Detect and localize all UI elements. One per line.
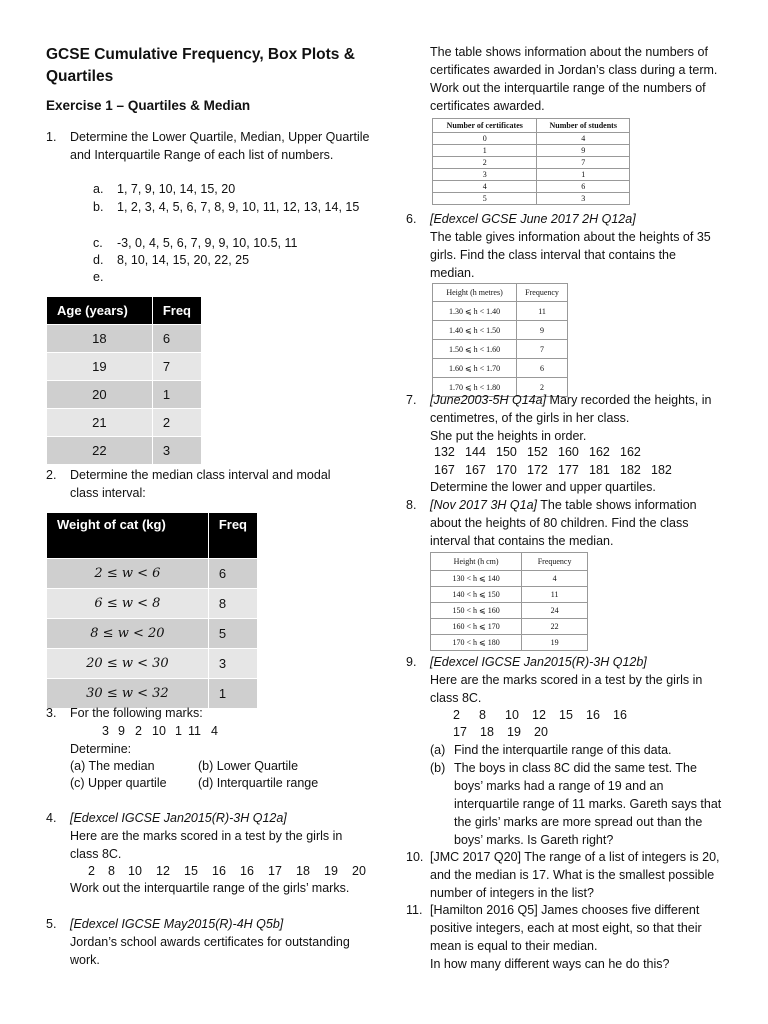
question-text: Mary recorded the heights, in centimetres, of the girls in her class. xyxy=(430,393,712,425)
table-cell: 1.30 ⩽ h < 1.40 xyxy=(433,302,517,321)
mark-value: 10 xyxy=(505,708,519,722)
table-row xyxy=(47,409,202,437)
question-reference: [Edexcel GCSE June 2017 2H Q12a] xyxy=(430,212,636,226)
question-reference: [Edexcel IGCSE Jan2015(R)-3H Q12a] xyxy=(70,811,287,825)
table-row xyxy=(433,145,630,157)
question-number: 3. xyxy=(46,706,57,720)
girls-heights-table xyxy=(432,283,568,397)
part-label: d. xyxy=(93,253,104,267)
question-text: Here are the marks scored in a test by the girls in class 8C. xyxy=(430,673,703,705)
mark-value: 4 xyxy=(211,724,218,738)
mark-value: 19 xyxy=(507,725,521,739)
mark-value: 10 xyxy=(152,724,166,738)
column-header: Frequency xyxy=(522,553,588,571)
part-text: 1, 7, 9, 10, 14, 15, 20 xyxy=(117,182,236,196)
table-cell: 1 xyxy=(152,381,201,409)
table-row xyxy=(431,619,588,635)
height-value: 182 xyxy=(620,463,641,477)
mark-value: 20 xyxy=(534,725,548,739)
table-row xyxy=(433,133,630,145)
exercise-heading: Exercise 1 – Quartiles & Median xyxy=(46,98,251,113)
mark-value: 16 xyxy=(212,864,226,878)
table-cell: 11 xyxy=(522,587,588,603)
question-text: Determine the Lower Quartile, Median, Upper Quartile and Interquartile Range of each list of numbers. xyxy=(70,130,370,162)
part-label: e. xyxy=(93,270,104,284)
table-cell: 21 xyxy=(47,409,153,437)
table-cell: 2 xyxy=(517,378,568,397)
table-cell: 7 xyxy=(537,157,630,169)
table-cell: 8 xyxy=(208,589,257,619)
column-header: Number of certificates xyxy=(433,119,537,133)
table-row xyxy=(431,635,588,651)
table-cell: 22 xyxy=(522,619,588,635)
question-text: [JMC 2017 Q20] The range of a list of integers is 20, and the median is 17. What is the smallest possible number of integers in the list? xyxy=(430,850,720,900)
table-cell: 6 xyxy=(208,559,257,589)
part-label: b. xyxy=(93,200,104,214)
table-cell: 3 xyxy=(208,649,257,679)
table-cell: 3 xyxy=(433,169,537,181)
table-cell: 22 xyxy=(47,437,153,465)
table-row xyxy=(433,169,630,181)
mark-value: 8 xyxy=(479,708,486,722)
table-row xyxy=(47,325,202,353)
mark-value: 12 xyxy=(532,708,546,722)
table-cell: 6 xyxy=(537,181,630,193)
table-cell: 4 xyxy=(433,181,537,193)
part-text: 8, 10, 14, 15, 20, 22, 25 xyxy=(117,253,250,267)
part-text: The boys in class 8C did the same test. The boys’ marks had a range of 19 and an interquartile range of 11 marks. Gareth says that the girls’ marks are more spread out than the boys’ marks. Is Gareth right? xyxy=(454,761,722,847)
mark-value: 3 xyxy=(102,724,109,738)
q7-tail: Determine the lower and upper quartiles. xyxy=(430,480,656,494)
height-value: 144 xyxy=(465,445,486,459)
column-header: Freq xyxy=(208,513,257,559)
table-cell: 1 xyxy=(208,679,257,709)
mark-value: 16 xyxy=(240,864,254,878)
q4-tail: Work out the interquartile range of the girls’ marks. xyxy=(70,881,350,895)
question-reference: [June2003-5H Q14a] xyxy=(430,393,547,407)
mark-value: 17 xyxy=(453,725,467,739)
question-number: 2. xyxy=(46,468,57,482)
question-text-2: She put the heights in order. xyxy=(430,429,587,443)
column-header: Freq xyxy=(152,297,201,325)
table-cell: 3 xyxy=(537,193,630,205)
table-cell: 3 xyxy=(152,437,201,465)
table-cell: 170 < h ⩽ 180 xyxy=(431,635,522,651)
part-label: (b) xyxy=(430,761,446,775)
q3-option-b: (b) Lower Quartile xyxy=(198,759,299,773)
table-cell: 19 xyxy=(47,353,153,381)
table-row xyxy=(433,359,568,378)
column-header: Age (years) xyxy=(47,297,153,325)
table-cell: 6 xyxy=(152,325,201,353)
table-cell: 4 xyxy=(522,571,588,587)
question-reference: [Edexcel IGCSE May2015(R)-4H Q5b] xyxy=(70,917,284,931)
table-cell: 1 xyxy=(537,169,630,181)
part-text: Find the interquartile range of this data. xyxy=(454,743,672,757)
q7-heights-row-1 xyxy=(434,443,724,461)
mark-value: 17 xyxy=(268,864,282,878)
q3-option-d: (d) Interquartile range xyxy=(198,776,319,790)
q9-marks-row-1 xyxy=(453,706,713,724)
height-value: 172 xyxy=(527,463,548,477)
part-text: 1, 2, 3, 4, 5, 6, 7, 8, 9, 10, 11, 12, 13, 14, 15 xyxy=(117,200,360,214)
table-cell: 160 < h ⩽ 170 xyxy=(431,619,522,635)
mark-value: 2 xyxy=(88,864,95,878)
mark-value: 2 xyxy=(135,724,142,738)
mark-value: 18 xyxy=(480,725,494,739)
table-cell: 5 xyxy=(208,619,257,649)
table-cell: 11 xyxy=(517,302,568,321)
mark-value: 10 xyxy=(128,864,142,878)
mark-value: 16 xyxy=(586,708,600,722)
height-value: 150 xyxy=(496,445,517,459)
table-cell: 4 xyxy=(537,133,630,145)
column-header: Number of students xyxy=(537,119,630,133)
column-header: Height (h metres) xyxy=(433,284,517,302)
table-cell: 5 xyxy=(433,193,537,205)
table-cell: 19 xyxy=(522,635,588,651)
table-row xyxy=(47,619,258,649)
question-number: 5. xyxy=(46,917,57,931)
question-text: The table gives information about the heights of 35 girls. Find the class interval that contains the median. xyxy=(430,230,711,280)
mark-value: 9 xyxy=(118,724,125,738)
question-number: 4. xyxy=(46,811,57,825)
height-value: 181 xyxy=(589,463,610,477)
mark-value: 11 xyxy=(188,724,201,738)
question-text: Determine the median class interval and modal class interval: xyxy=(70,468,331,500)
table-cell: 7 xyxy=(152,353,201,381)
question-number: 1. xyxy=(46,130,57,144)
table-cell: 7 xyxy=(517,340,568,359)
question-text: The table shows information about the heights of 80 children. Find the class interval that contains the median. xyxy=(430,498,697,548)
mark-value: 18 xyxy=(296,864,310,878)
height-value: 177 xyxy=(558,463,579,477)
column-header: Frequency xyxy=(517,284,568,302)
height-value: 182 xyxy=(651,463,672,477)
height-value: 162 xyxy=(620,445,641,459)
q3-determine: Determine: xyxy=(70,742,132,756)
table-cell: 20 xyxy=(47,381,153,409)
table-row xyxy=(433,193,630,205)
table-cell: 30 ≤ w < 32 xyxy=(47,679,209,709)
table-cell: 8 ≤ w < 20 xyxy=(47,619,209,649)
cat-weight-table xyxy=(46,512,258,709)
table-row xyxy=(47,353,202,381)
q3-marks xyxy=(102,722,342,740)
question-number: 11. xyxy=(406,903,423,917)
table-cell: 6 xyxy=(517,359,568,378)
mark-value: 20 xyxy=(352,864,366,878)
question-number: 9. xyxy=(406,655,417,669)
table-row xyxy=(433,321,568,340)
q3-option-c: (c) Upper quartile xyxy=(70,776,167,790)
table-row xyxy=(47,381,202,409)
table-row xyxy=(431,587,588,603)
table-cell: 2 xyxy=(433,157,537,169)
certificates-table xyxy=(432,118,630,205)
table-cell: 130 < h ⩽ 140 xyxy=(431,571,522,587)
mark-value: 15 xyxy=(184,864,198,878)
question-text: Here are the marks scored in a test by the girls in class 8C. xyxy=(70,829,343,861)
height-value: 162 xyxy=(589,445,610,459)
table-row xyxy=(47,559,258,589)
table-cell: 140 < h ⩽ 150 xyxy=(431,587,522,603)
question-text: [Hamilton 2016 Q5] James chooses five different positive integers, each at most eight, so that their mean is equal to their median. xyxy=(430,903,702,953)
table-cell: 1 xyxy=(433,145,537,157)
table-cell: 20 ≤ w < 30 xyxy=(47,649,209,679)
table-cell: 1.50 ⩽ h < 1.60 xyxy=(433,340,517,359)
table-cell: 2 ≤ w < 6 xyxy=(47,559,209,589)
table-row xyxy=(47,437,202,465)
height-value: 167 xyxy=(434,463,455,477)
table-row xyxy=(47,589,258,619)
table-cell: 6 ≤ w < 8 xyxy=(47,589,209,619)
question-text: Jordan’s school awards certificates for outstanding work. xyxy=(70,935,350,967)
question-reference: [Nov 2017 3H Q1a] xyxy=(430,498,538,512)
q7-heights-row-2 xyxy=(434,461,724,479)
part-label: c. xyxy=(93,236,103,250)
mark-value: 16 xyxy=(613,708,627,722)
table-row xyxy=(431,603,588,619)
table-cell: 18 xyxy=(47,325,153,353)
mark-value: 8 xyxy=(108,864,115,878)
page-title: GCSE Cumulative Frequency, Box Plots & Quartiles xyxy=(46,46,355,85)
table-cell: 1.60 ⩽ h < 1.70 xyxy=(433,359,517,378)
table-cell: 9 xyxy=(517,321,568,340)
height-value: 152 xyxy=(527,445,548,459)
question-text: For the following marks: xyxy=(70,706,203,720)
column-header: Weight of cat (kg) xyxy=(47,513,209,559)
table-row xyxy=(433,340,568,359)
mark-value: 2 xyxy=(453,708,460,722)
table-row xyxy=(47,649,258,679)
q5-continued-text: The table shows information about the numbers of certificates awarded in Jordan’s class during a term. Work out the interquartile range of the numbers of certificates awarded. xyxy=(430,45,718,113)
table-row xyxy=(433,157,630,169)
part-label: a. xyxy=(93,182,104,196)
mark-value: 19 xyxy=(324,864,338,878)
table-row xyxy=(433,302,568,321)
question-reference: [Edexcel IGCSE Jan2015(R)-3H Q12b] xyxy=(430,655,647,669)
question-number: 7. xyxy=(406,393,417,407)
table-cell: 24 xyxy=(522,603,588,619)
q3-option-a: (a) The median xyxy=(70,759,155,773)
question-number: 10. xyxy=(406,850,424,864)
mark-value: 12 xyxy=(156,864,170,878)
age-frequency-table xyxy=(46,296,202,465)
part-text: -3, 0, 4, 5, 6, 7, 9, 9, 10, 10.5, 11 xyxy=(117,236,298,250)
table-cell: 1.40 ⩽ h < 1.50 xyxy=(433,321,517,340)
question-number: 8. xyxy=(406,498,417,512)
table-cell: 1.70 ⩽ h < 1.80 xyxy=(433,378,517,397)
column-header: Height (h cm) xyxy=(431,553,522,571)
children-heights-table xyxy=(430,552,588,651)
table-cell: 150 < h ⩽ 160 xyxy=(431,603,522,619)
mark-value: 1 xyxy=(175,724,182,738)
question-number: 6. xyxy=(406,212,417,226)
height-value: 167 xyxy=(465,463,486,477)
table-row xyxy=(431,571,588,587)
question-text-2: In how many different ways can he do this? xyxy=(430,957,670,971)
height-value: 170 xyxy=(496,463,517,477)
height-value: 132 xyxy=(434,445,455,459)
table-row xyxy=(433,181,630,193)
mark-value: 15 xyxy=(559,708,573,722)
height-value: 160 xyxy=(558,445,579,459)
q4-marks xyxy=(88,862,378,880)
q9-marks-row-2 xyxy=(453,723,713,741)
table-cell: 2 xyxy=(152,409,201,437)
part-label: (a) xyxy=(430,743,446,757)
table-cell: 0 xyxy=(433,133,537,145)
table-cell: 9 xyxy=(537,145,630,157)
